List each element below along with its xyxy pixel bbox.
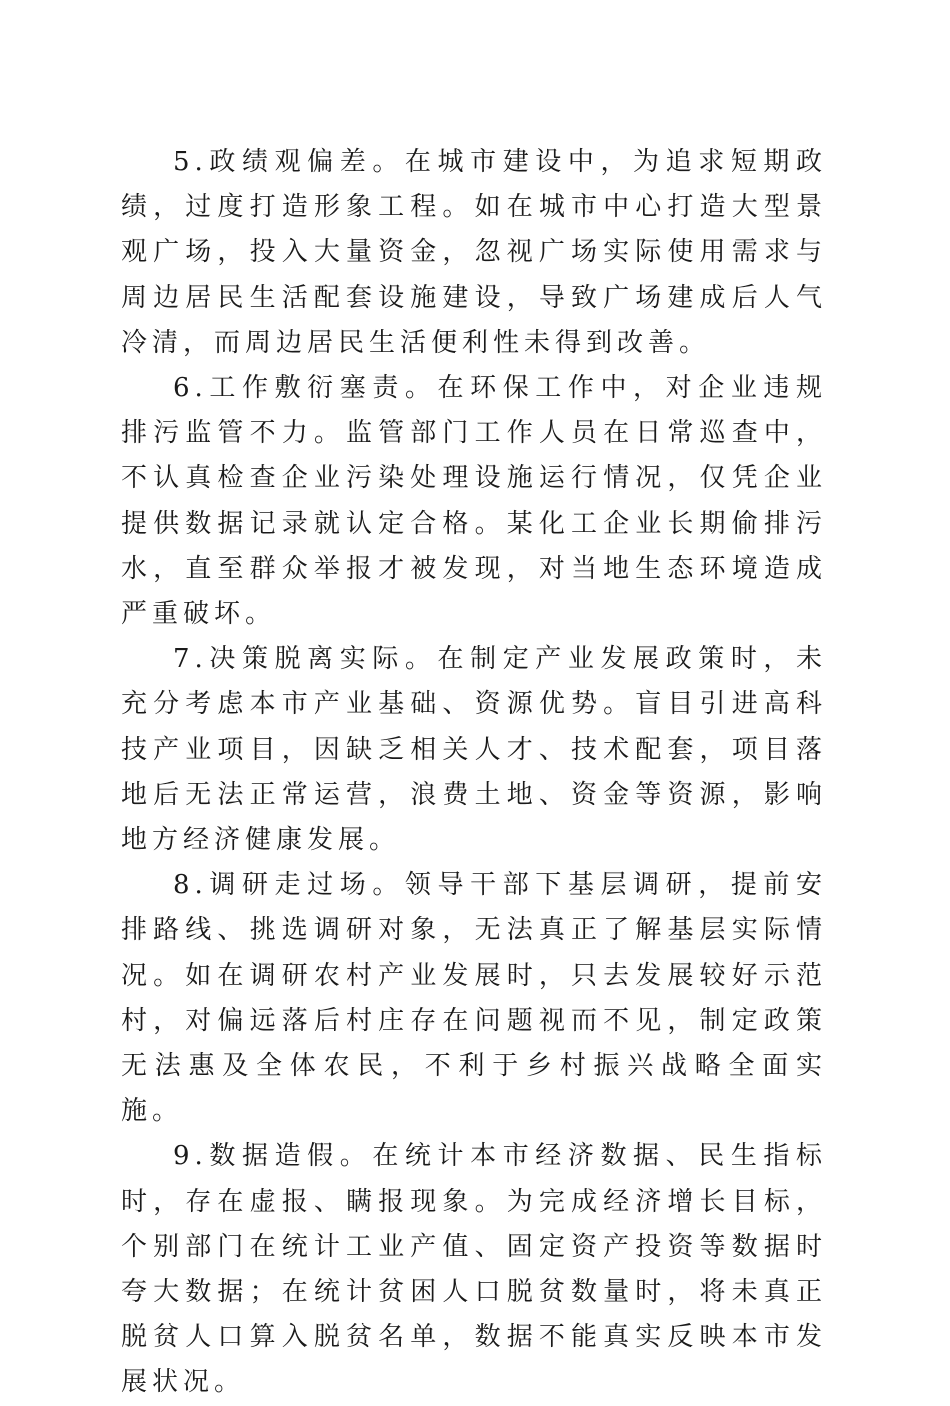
paragraph-5-political-achievement: 5.政绩观偏差。在城市建设中，为追求短期政绩，过度打造形象工程。如在城市中心打造大型景观广场，投入大量资金，忽视广场实际使用需求与周边居民生活配套设施建设，导致广场建成后人气冷清，而周边居民生活便利性未得到改善。	[121, 147, 827, 358]
paragraph-7-impractical-decisions: 7.决策脱离实际。在制定产业发展政策时，未充分考虑本市产业基础、资源优势。盲目引进高科技产业项目，因缺乏相关人才、技术配套，项目落地后无法正常运营，浪费土地、资金等资源，影响地方经济健康发展。	[121, 644, 827, 856]
paragraph-8-superficial-research: 8.调研走过场。领导干部下基层调研，提前安排路线、挑选调研对象，无法真正了解基层实际情况。如在调研农村产业发展时，只去发展较好示范村，对偏远落后村庄存在问题视而不见，制定政策无法惠及全体农民，不利于乡村振兴战略全面实施。	[121, 870, 827, 1127]
document-body	[121, 140, 827, 1406]
paragraph-6-perfunctory-work: 6.工作敷衍塞责。在环保工作中，对企业违规排污监管不力。监管部门工作人员在日常巡查中，不认真检查企业污染处理设施运行情况，仅凭企业提供数据记录就认定合格。某化工企业长期偷排污水，直至群众举报才被发现，对当地生态环境造成严重破坏。	[121, 373, 827, 630]
paragraph-9-data-falsification: 9.数据造假。在统计本市经济数据、民生指标时，存在虚报、瞒报现象。为完成经济增长目标，个别部门在统计工业产值、固定资产投资等数据时夸大数据；在统计贫困人口脱贫数量时，将未真正脱贫人口算入脱贫名单，数据不能真实反映本市发展状况。	[121, 1141, 827, 1398]
